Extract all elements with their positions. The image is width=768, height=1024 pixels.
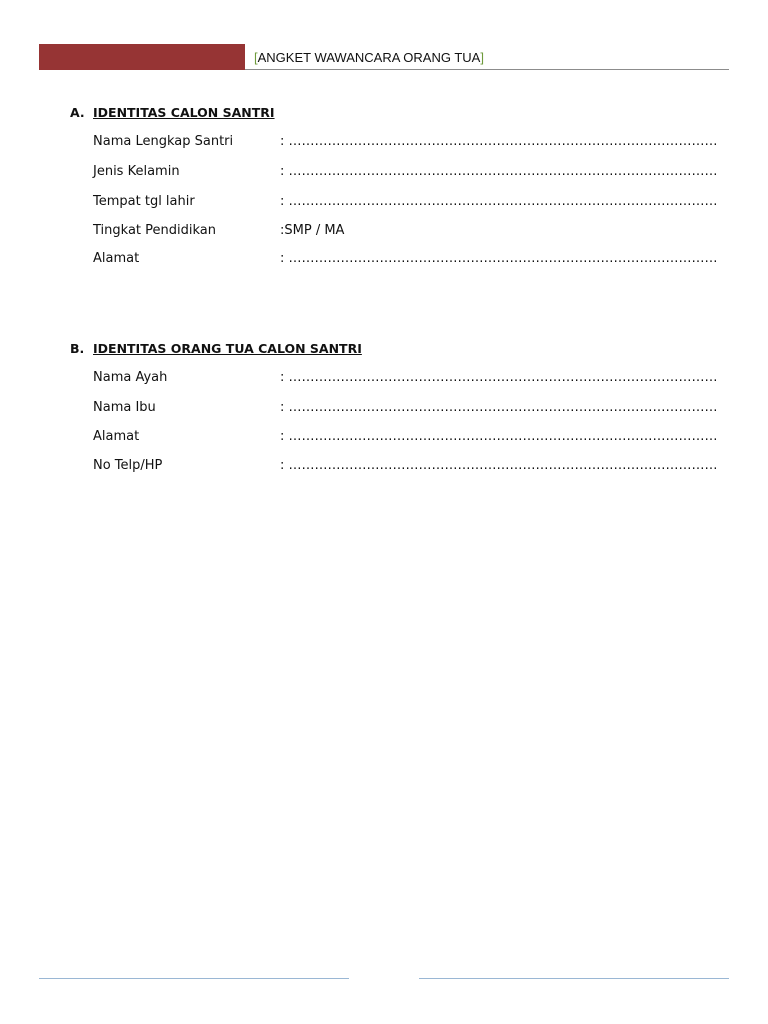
field-value-no-telp-hp: : ………………………………………………………………………………………	[280, 458, 718, 473]
section-a-heading	[70, 105, 275, 120]
field-value-alamat-orang-tua: : ………………………………………………………………………………………	[280, 429, 718, 444]
field-value-alamat-santri: : ………………………………………………………………………………………	[280, 251, 718, 266]
field-label-no-telp-hp: No Telp/HP	[93, 458, 163, 473]
field-value-jenis-kelamin: : ………………………………………………………………………………………	[280, 164, 718, 179]
title-text: ANGKET WAWANCARA ORANG TUA	[257, 50, 481, 65]
field-value-nama-lengkap-santri: : ………………………………………………………………………………………	[280, 134, 718, 149]
footer-rule-left	[39, 978, 349, 979]
header-rule	[245, 69, 729, 70]
title-bracket-close: ]	[480, 50, 484, 65]
field-label-nama-ayah: Nama Ayah	[93, 370, 168, 385]
field-label-alamat-santri: Alamat	[93, 251, 140, 266]
field-label-nama-ibu: Nama Ibu	[93, 400, 156, 415]
section-a-title: IDENTITAS CALON SANTRI	[93, 105, 275, 120]
field-label-jenis-kelamin: Jenis Kelamin	[93, 164, 180, 179]
field-label-tempat-tgl-lahir: Tempat tgl lahir	[93, 194, 195, 209]
field-label-nama-lengkap-santri: Nama Lengkap Santri	[93, 134, 234, 149]
field-label-alamat-orang-tua: Alamat	[93, 429, 140, 444]
section-b-letter: B.	[70, 341, 85, 356]
header-accent-bar	[39, 44, 245, 70]
section-b-heading	[70, 341, 362, 356]
field-value-tingkat-pendidikan: :SMP / MA	[280, 223, 345, 238]
section-b-title: IDENTITAS ORANG TUA CALON SANTRI	[93, 341, 362, 356]
document-title	[254, 50, 484, 65]
field-value-nama-ibu: : ………………………………………………………………………………………	[280, 400, 718, 415]
field-label-tingkat-pendidikan: Tingkat Pendidikan	[93, 223, 216, 238]
field-value-tempat-tgl-lahir: : ………………………………………………………………………………………	[280, 194, 718, 209]
title-bracket-open: [	[254, 50, 258, 65]
field-value-nama-ayah: : ………………………………………………………………………………………	[280, 370, 718, 385]
section-a-letter: A.	[70, 105, 85, 120]
footer-rule-right	[419, 978, 729, 979]
